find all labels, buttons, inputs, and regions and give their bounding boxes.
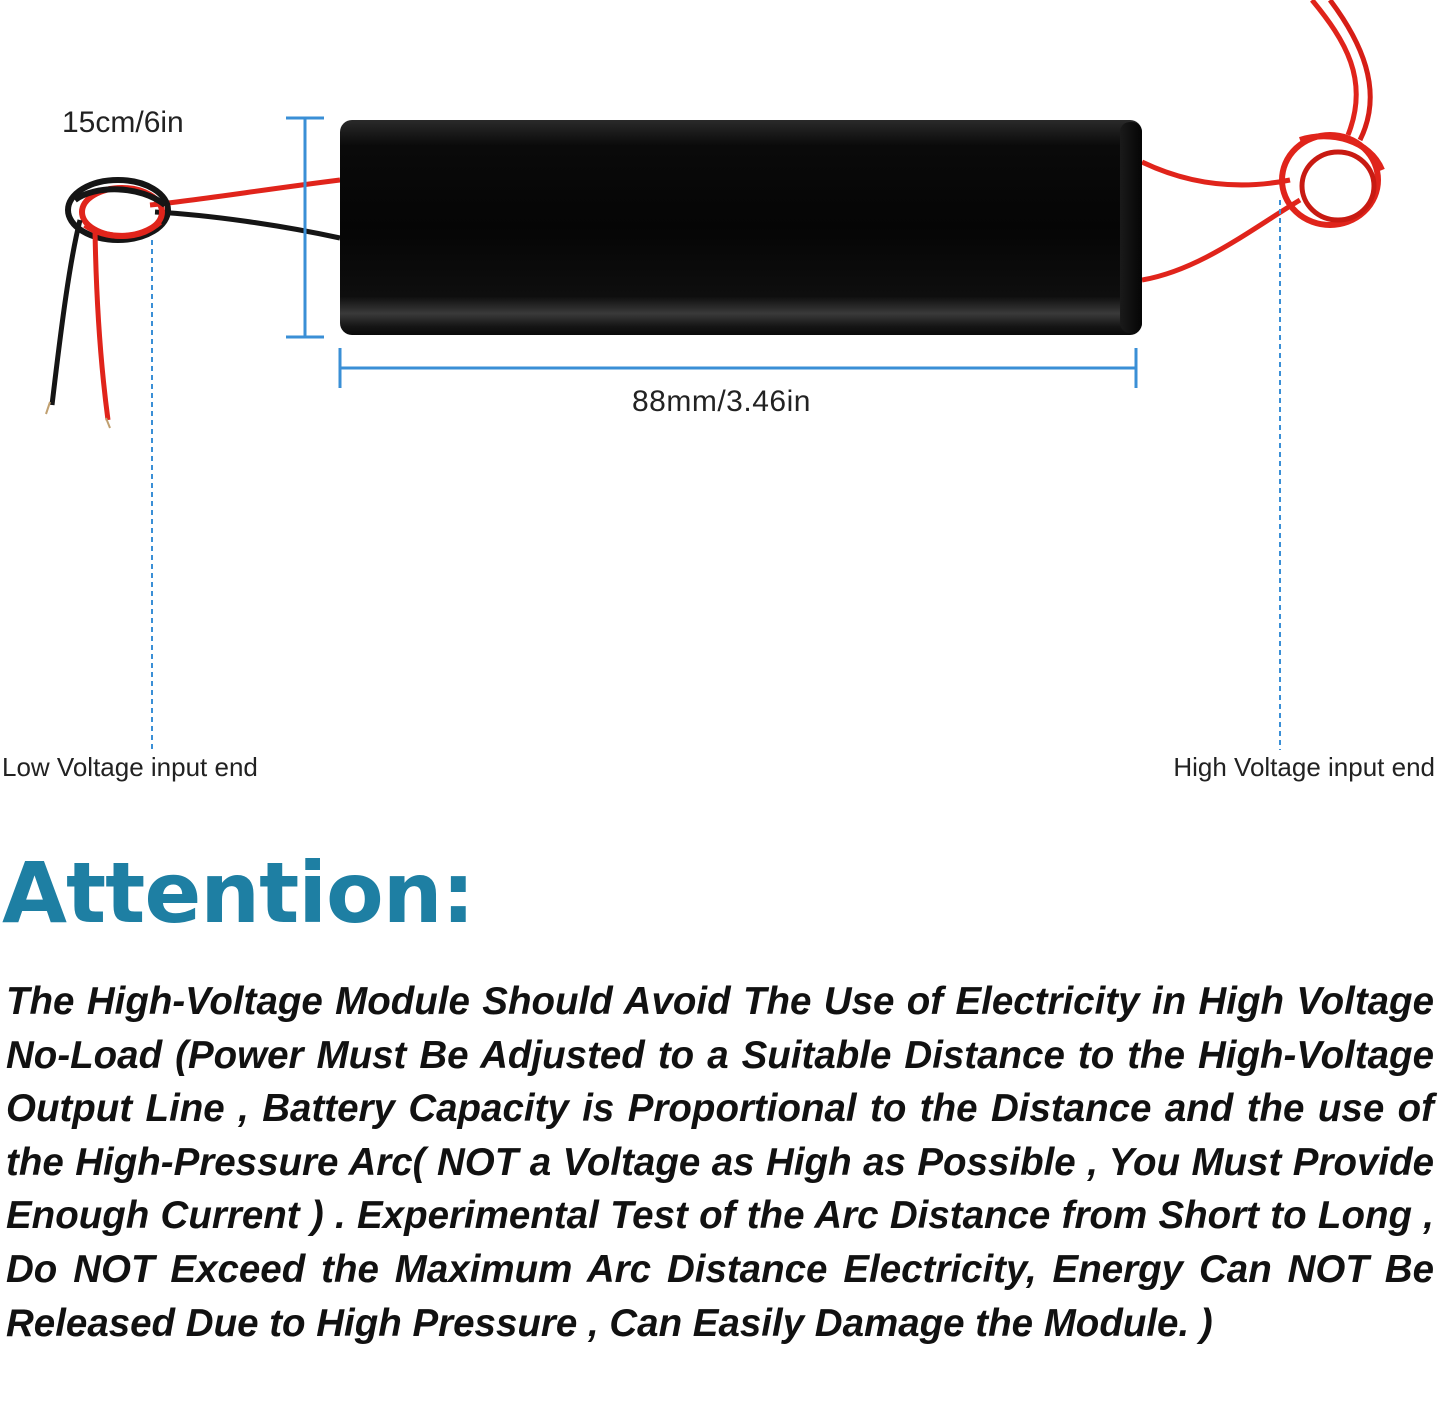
high-voltage-wires (1142, 0, 1382, 280)
wire-length-label: 15cm/6in (62, 106, 184, 139)
module-length-label: 88mm/3.46in (632, 385, 811, 418)
low-voltage-input-label: Low Voltage input end (2, 752, 258, 782)
attention-text: The High-Voltage Module Should Avoid The Use of Electricity in High Voltage No-Load (Power Must Be Adjusted to a Suitable Distance to the High-Voltage Output Line , Battery Capacity is Proportional to the Distance and the use of the High-Pressure Arc( NOT a Voltage as High as Possible , You Must Provide Enough Current ) . Experimental Test of the Arc Distance from Short to Long , Do NOT Exceed the Maximum Arc Distance Electricity, Energy Can NOT Be Released Due to High Pressure , Can Easily Damage the Module. ) (6, 980, 1434, 1345)
length-dimension-line (340, 348, 1136, 388)
low-voltage-wires (46, 180, 340, 428)
high-voltage-input-label: High Voltage input end (1173, 752, 1435, 782)
module-body (340, 120, 1142, 335)
attention-heading: Attention: (2, 844, 475, 942)
